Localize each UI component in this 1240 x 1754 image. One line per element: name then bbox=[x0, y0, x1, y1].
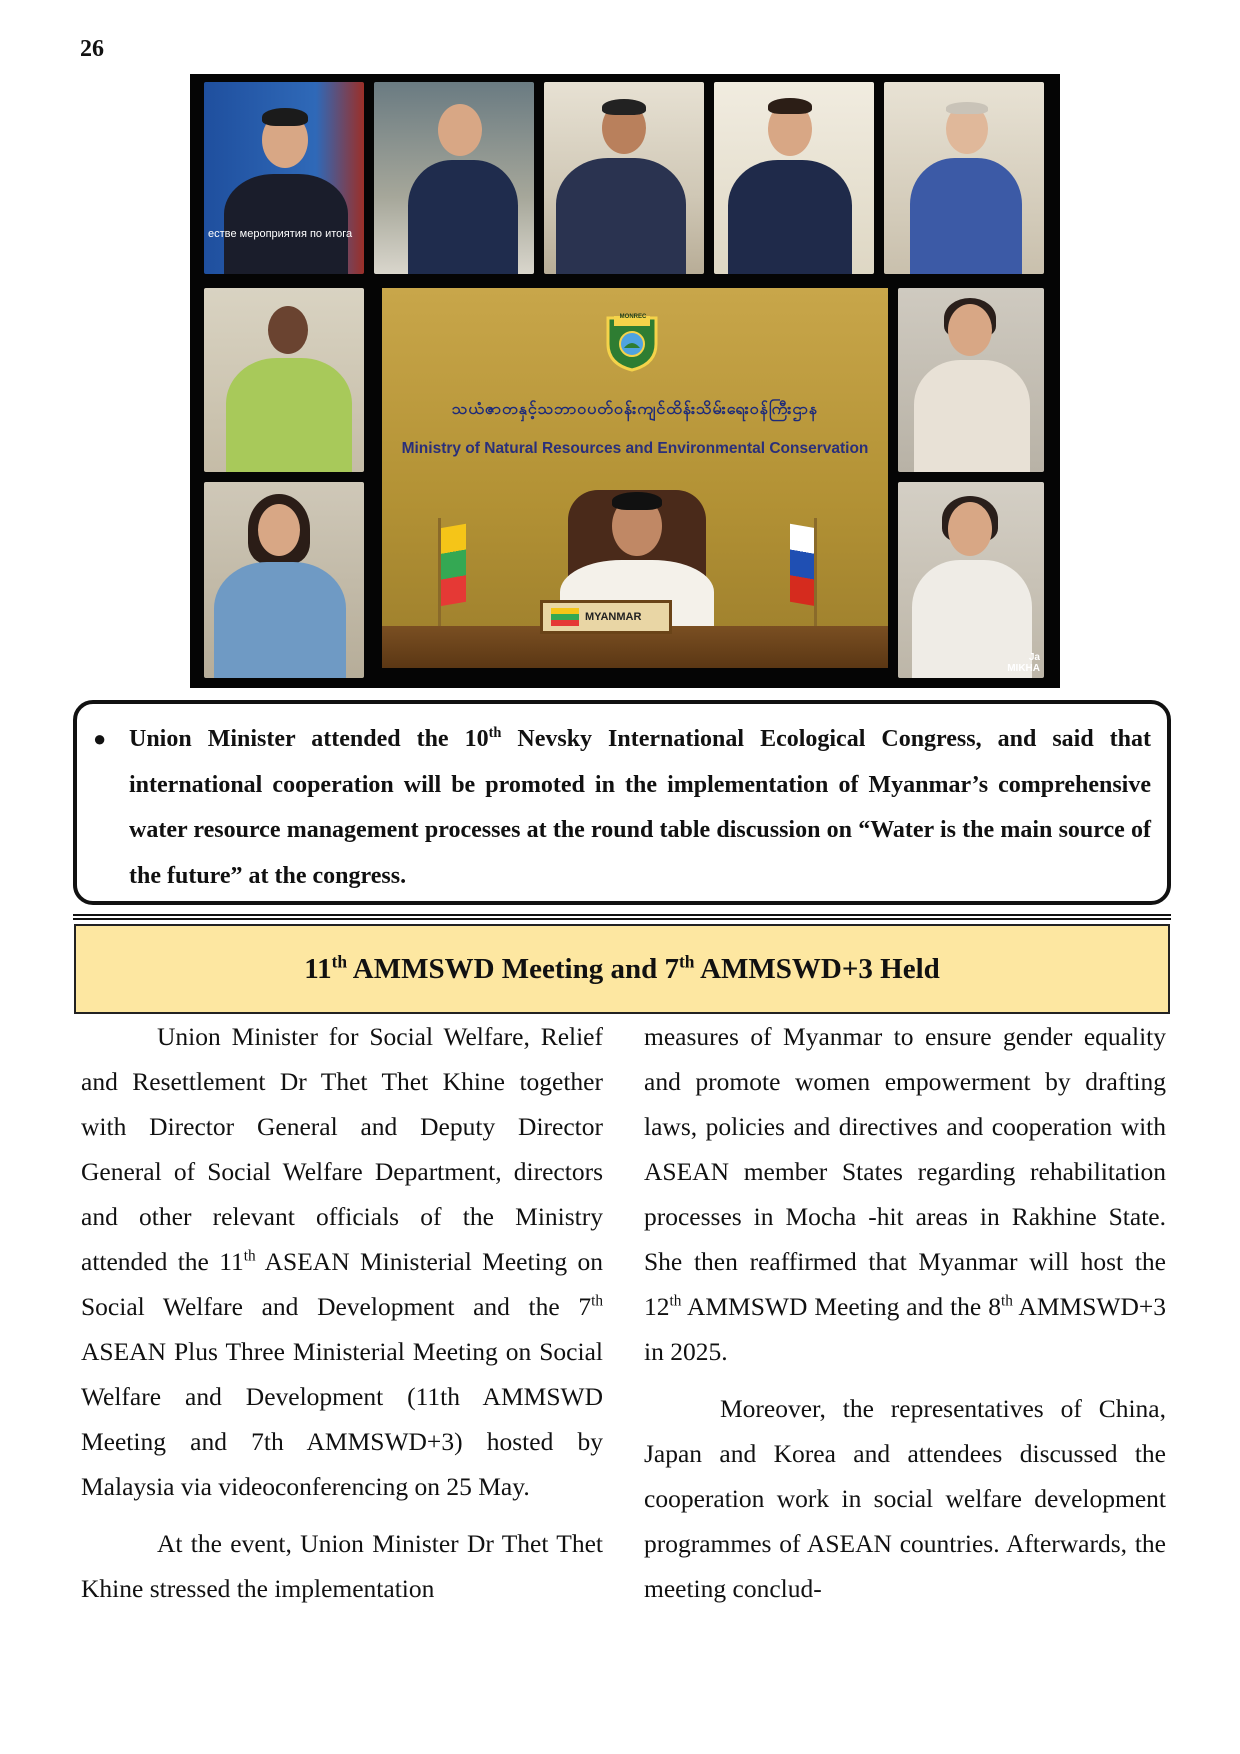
russian-flag-icon bbox=[790, 524, 816, 607]
nameplate-label: MYANMAR bbox=[585, 611, 642, 623]
photo-caption-box bbox=[73, 700, 1171, 905]
participant-tile-9 bbox=[898, 482, 1044, 678]
participant-tile-1 bbox=[204, 82, 364, 274]
participant-tile-7 bbox=[204, 482, 364, 678]
participant-tile-5 bbox=[884, 82, 1044, 274]
monrec-emblem-icon bbox=[604, 312, 660, 372]
country-nameplate bbox=[540, 600, 672, 634]
article-paragraph: Union Minister for Social Welfare, Relief and Resettlement Dr Thet Thet Khine together with Director General and Deputy Director General of Social Welfare Department, directors and other relevant officials of the Ministry attended the 11th ASEAN Ministerial Meeting on Social Welfare and Development and the 7th ASEAN Plus Three Ministerial Meeting on Social Welfare and Development (11th AMMSWD Meeting and 7th AMMSWD+3) hosted by Malaysia via videoconferencing on 25 May. bbox=[81, 1022, 603, 1501]
participant-tile-6 bbox=[204, 288, 364, 472]
ministry-name-english: Ministry of Natural Resources and Environmental Conservation bbox=[401, 440, 869, 457]
flag-pole bbox=[814, 518, 817, 638]
ministry-name-myanmar: သယံဇာတနှင့်သဘာဝပတ်ဝန်းကျင်ထိန်းသိမ်းရေးဝန်ကြီးဌာန bbox=[451, 399, 819, 418]
article-heading-box bbox=[74, 924, 1170, 1014]
article-title: 11th AMMSWD Meeting and 7th AMMSWD+3 Held bbox=[304, 950, 940, 985]
participant-tile-3 bbox=[544, 82, 704, 274]
russian-caption: ествe мероприятия по итога bbox=[208, 228, 353, 240]
flag-pole bbox=[438, 518, 441, 638]
participant-tile-4 bbox=[714, 82, 874, 274]
participant-name-label: Ja MIKHA bbox=[1007, 652, 1040, 674]
article-column-left bbox=[81, 1014, 603, 1611]
photo-caption: Union Minister attended the 10th Nevsky International Ecological Congress, and said that international cooperation will be promoted in the implementation of Myanmar’s comprehensive water resource management processes at the round table discussion on “Water is the main source of the future” at the congress. bbox=[129, 725, 1152, 889]
section-divider bbox=[73, 914, 1171, 920]
article-paragraph: At the event, Union Minister Dr Thet Thet Khine stressed the implementation bbox=[81, 1529, 603, 1603]
video-conference-collage bbox=[190, 74, 1060, 688]
myanmar-minister-screen bbox=[382, 288, 888, 668]
nameplate-flag-icon bbox=[551, 608, 579, 626]
article-column-right bbox=[644, 1014, 1166, 1611]
article-paragraph: measures of Myanmar to ensure gender equality and promote women empowerment by drafting laws, policies and directives and cooperation with ASEAN member States regarding rehabilitation processes in Mocha -hit areas in Rakhine State. She then reaffirmed that Myanmar will host the 12th AMMSWD Meeting and the 8th AMMSWD+3 in 2025. bbox=[644, 1022, 1166, 1366]
myanmar-flag-icon bbox=[440, 524, 466, 607]
article-paragraph: Moreover, the representatives of China, Japan and Korea and attendees discussed the cooperation work in social welfare development programmes of ASEAN countries. Afterwards, the meeting conclud- bbox=[644, 1394, 1166, 1603]
page-number: 26 bbox=[80, 36, 104, 62]
emblem-label: MONREC bbox=[619, 314, 647, 320]
participant-tile-8 bbox=[898, 288, 1044, 472]
bullet-icon: ● bbox=[93, 726, 107, 751]
participant-tile-2 bbox=[374, 82, 534, 274]
